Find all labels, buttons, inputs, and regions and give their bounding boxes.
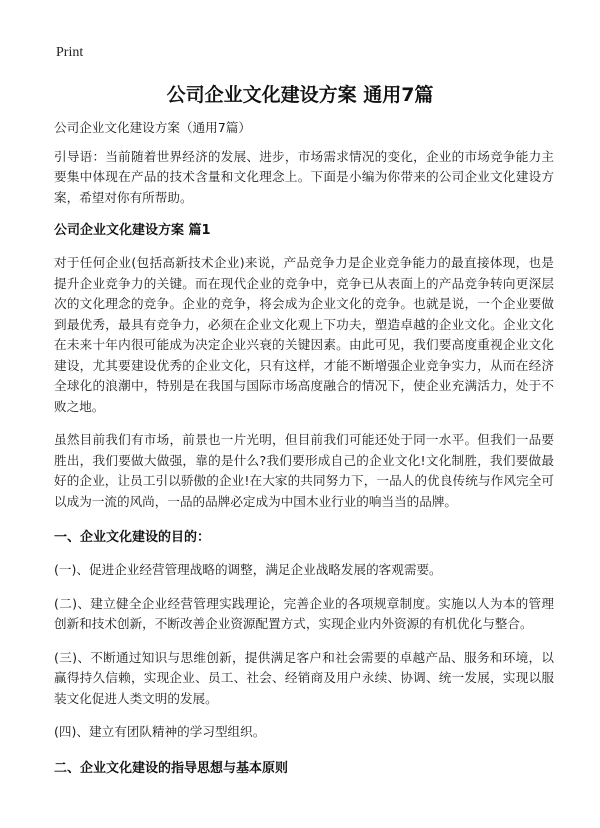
purpose-item: (三)、不断通过知识与思维创新，提供满足客户和社会需要的卓越产品、服务和环境，以赢得持久信赖，实现企业、员工、社会、经销商及用户永续、协调、统一发展，实现以服装文化促进人类文明的发展。 [54,649,554,706]
document-subtitle: 公司企业文化建设方案（通用7篇） [54,120,251,135]
purpose-heading: 一、企业文化建设的目的： [54,530,211,545]
print-label: Print [56,45,84,60]
section-heading: 公司企业文化建设方案 篇1 [54,223,211,238]
body-paragraph: 虽然目前我们有市场，前景也一片光明，但目前我们可能还处于同一水平。但我们一品要胜出，我们要做大做强，靠的是什么?我们要形成自己的企业文化!文化制胜，我们要做最好的企业，让员工引以骄傲的企业!在大家的共同努力下，一品人的优良传统与作风完全可以成为一流的风尚，一品的品牌必定成为中国木业行业的响当当的品牌。 [54,432,554,509]
document-body [54,118,554,791]
intro-paragraph: 引导语：当前随着世界经济的发展、进步，市场需求情况的变化，企业的市场竞争能力主要集中体现在产品的技术含量和文化理念上。下面是小编为你带来的公司企业文化建设方案，希望对你有所帮助。 [54,148,554,205]
body-paragraph: 对于任何企业(包括高新技术企业)来说，产品竞争力是企业竞争能力的最直接体现，也是提升企业竞争力的关键。而在现代企业的竞争中，竞争已从表面上的产品竞争转向更深层次的文化理念的竞争。企业的竞争，将会成为企业文化的竞争。也就是说，一个企业要做到最优秀，最具有竞争力，必须在企业文化观上下功夫，塑造卓越的企业文化。企业文化在未来十年内很可能成为决定企业兴衰的关键因素。由此可见，我们要高度重视企业文化建设，尤其要建设优秀的企业文化，只有这样，才能不断增强企业竞争实力，从而在经济全球化的浪潮中，特别是在我国与国际市场高度融合的情况下，使企业充满活力，处于不败之地。 [54,255,554,414]
purpose-item: (四)、建立有团队精神的学习型组织。 [54,724,266,739]
purpose-item: (一)、促进企业经营管理战略的调整，满足企业战略发展的客观需要。 [54,562,442,577]
document-title: 公司企业文化建设方案 通用7篇 [166,84,434,106]
purpose-item: (二)、建立健全企业经营管理实践理论，完善企业的各项规章制度。实施以人为本的管理创新和技术创新，不断改善企业资源配置方式，实现企业内外资源的有机优化与整合。 [54,595,554,631]
principles-heading: 二、企业文化建设的指导思想与基本原则 [54,760,289,776]
